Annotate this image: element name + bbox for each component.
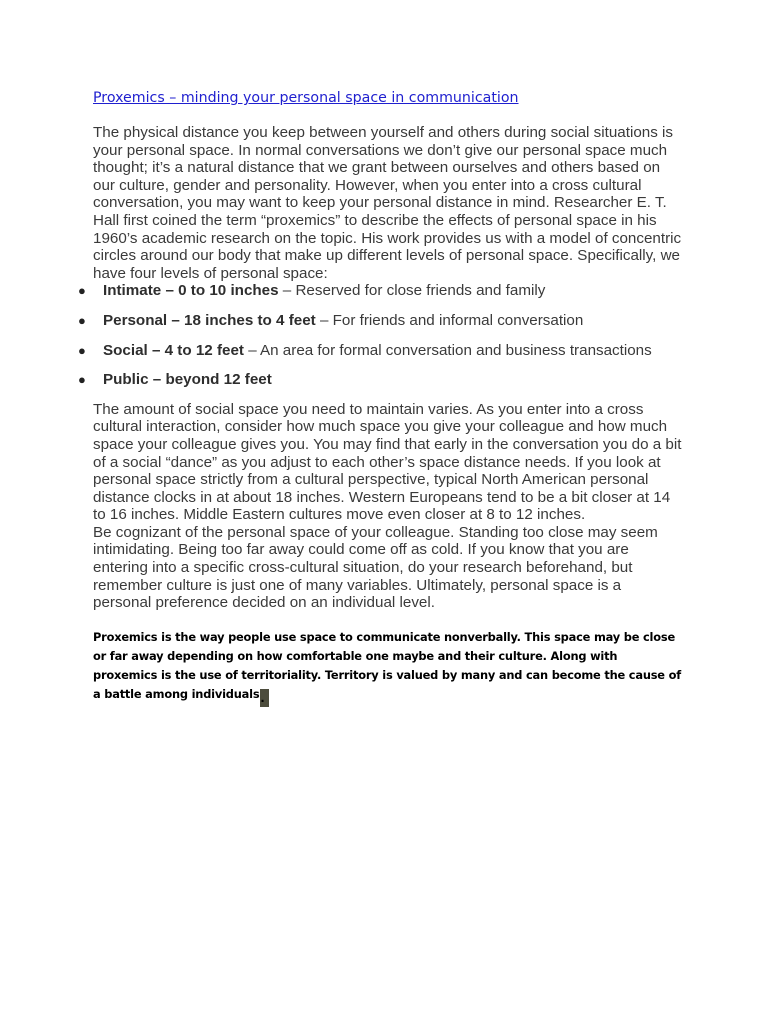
list-item — [78, 311, 683, 330]
level-description: – Reserved for close friends and family — [278, 282, 546, 300]
list-item — [78, 341, 683, 360]
level-description: – An area for formal conversation and business transactions — [243, 341, 652, 359]
list-item — [78, 282, 683, 300]
level-term: Public – beyond 12 feet — [103, 371, 272, 389]
document-page — [78, 88, 683, 707]
level-description: – For friends and informal conversation — [315, 311, 584, 329]
text-cursor-highlight — [260, 689, 269, 707]
bullet-icon: ● — [78, 372, 86, 388]
personal-space-levels-list — [78, 282, 683, 389]
level-term: Intimate – 0 to 10 inches — [103, 282, 279, 300]
note-text: Proxemics is the way people use space to communicate nonverbally. This space may be close or far away depending on how comfortable one maybe and their culture. Along with proxemics is the use of territoriality. Territory is valued by many and can become the cause of a battle among individuals — [93, 629, 681, 701]
proxemics-note[interactable] — [93, 628, 683, 707]
intro-paragraph: The physical distance you keep between yourself and others during social situations is your personal space. In normal conversations we don’t give our personal space much thought; it’s a natural distance that we grant between ourselves and others based on our culture, gender and personality. However, when you enter into a cross cultural conversation, you may want to keep your personal distance in mind. Researcher E. T. Hall first coined the term “proxemics” to describe the effects of personal space in his 1960’s academic research on the topic. His work provides us with a model of concentric circles around our body that make up different levels of personal space. Specifically, we have four levels of personal space: — [93, 124, 682, 282]
level-term: Social – 4 to 12 feet — [103, 341, 244, 359]
list-item — [78, 371, 683, 389]
bullet-icon: ● — [78, 342, 86, 358]
cultural-distance-paragraph: The amount of social space you need to maintain varies. As you enter into a cross cultural interaction, consider how much space you give your colleague and how much space your colleague gives you. You may find that early in the conversation you do a bit of a social “dance” as you adjust to each other’s space distance needs. If you look at personal space strictly from a cultural perspective, typical North American personal distance clocks in at about 18 inches. Western Europeans tend to be a bit closer at 14 to 16 inches. Middle Eastern cultures move even closer at 8 to 12 inches. — [93, 400, 682, 524]
document-title-link[interactable]: Proxemics – minding your personal space in communication — [93, 90, 519, 106]
note-end-char: . — [260, 690, 265, 705]
bullet-icon: ● — [78, 283, 86, 299]
cognizant-paragraph: Be cognizant of the personal space of your colleague. Standing too close may seem intimidating. Being too far away could come off as cold. If you know that you are entering into a specific cross-cultural situation, do your research beforehand, but remember culture is just one of many variables. Ultimately, personal space is a personal preference decided on an individual level. — [93, 523, 658, 612]
bullet-icon: ● — [78, 312, 86, 328]
level-term: Personal – 18 inches to 4 feet — [103, 311, 316, 329]
